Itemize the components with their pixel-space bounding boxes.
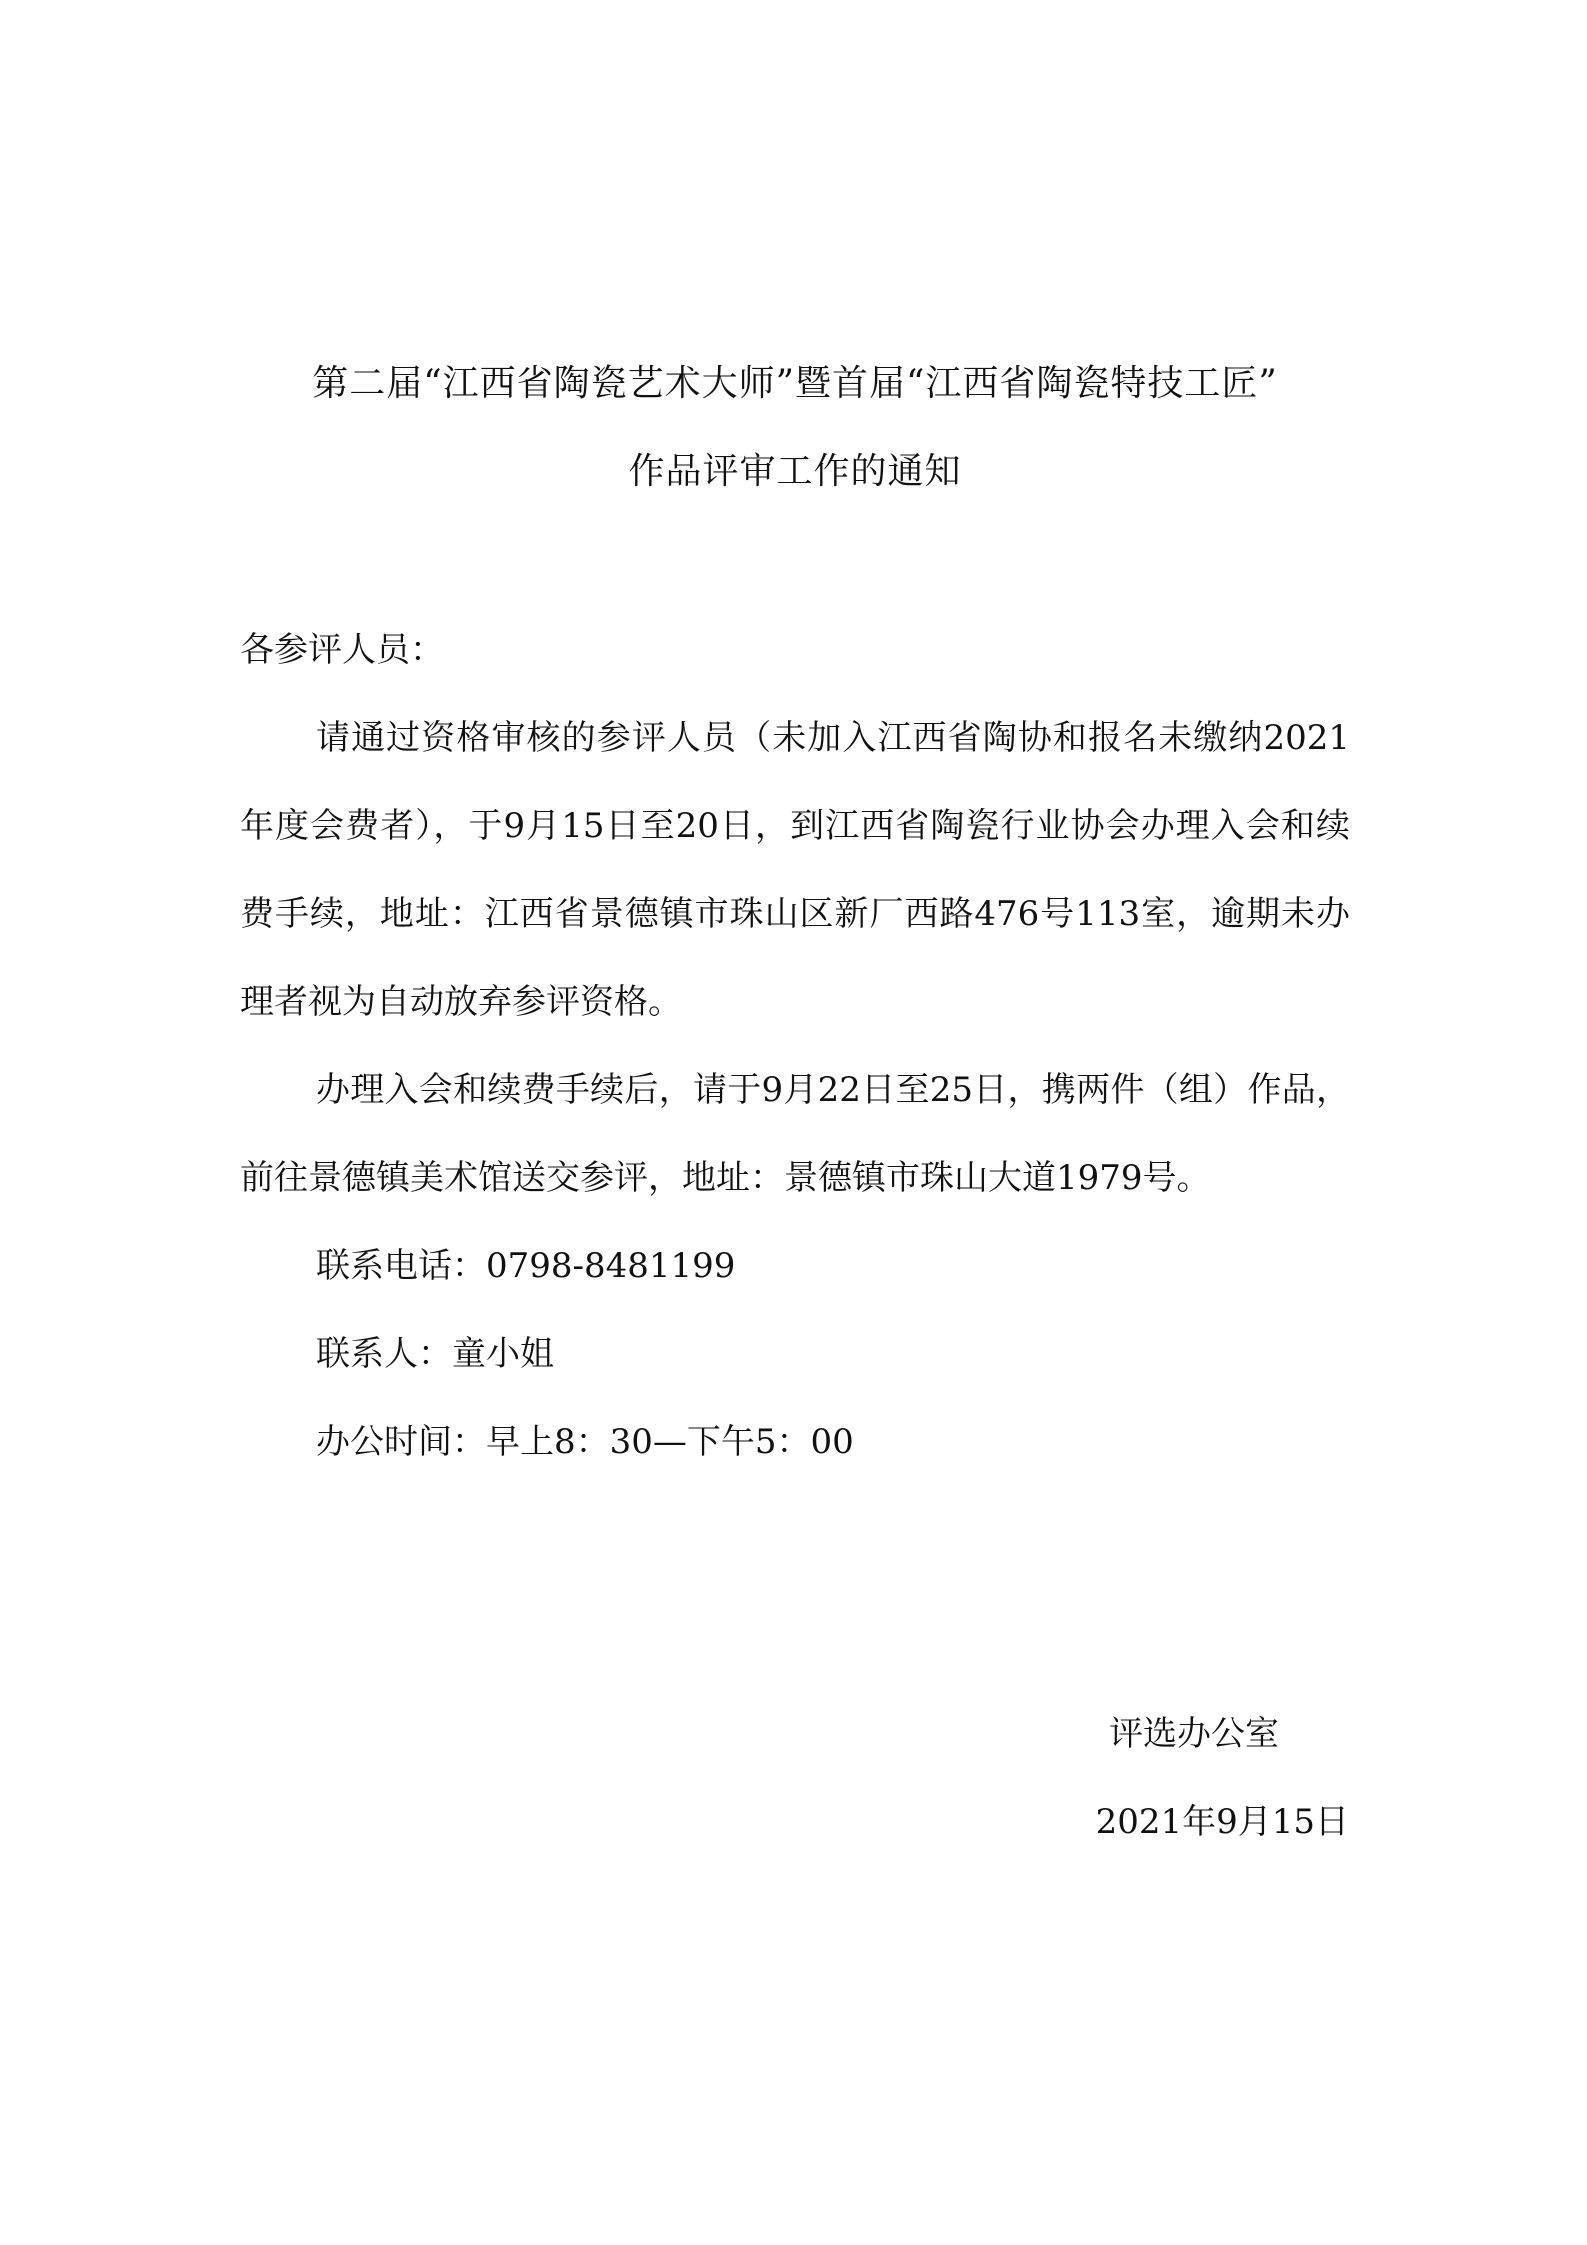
office-hours: 办公时间：早上8：30—下午5：00 [316,1422,854,1462]
document-title [240,340,1350,516]
contact-phone: 联系电话：0798-8481199 [316,1246,736,1286]
signature-block [1096,1690,1349,1866]
title-line-2: 作品评审工作的通知 [628,451,962,492]
document-body [240,340,1350,1486]
contact-person: 联系人：童小姐 [316,1334,554,1374]
salutation: 各参评人员： [240,630,444,670]
signature-date: 2021年9月15日 [1095,1802,1349,1842]
title-line-1: 第二届“江西省陶瓷艺术大师”暨首届“江西省陶瓷特技工匠” [312,363,1278,404]
signature-office: 评选办公室 [1109,1714,1279,1754]
paragraph-submission: 办理入会和续费手续后，请于9月22日至25日，携两件（组）作品，前往景德镇美术馆送交参评，地址：景德镇市珠山大道1979号。 [240,1070,1350,1198]
paragraph-membership: 请通过资格审核的参评人员（未加入江西省陶协和报名未缴纳2021年度会费者），于9月15日至20日，到江西省陶瓷行业协会办理入会和续费手续，地址：江西省景德镇市珠山区新厂西路476号113室，逾期未办理者视为自动放弃参评资格。 [240,718,1350,1022]
